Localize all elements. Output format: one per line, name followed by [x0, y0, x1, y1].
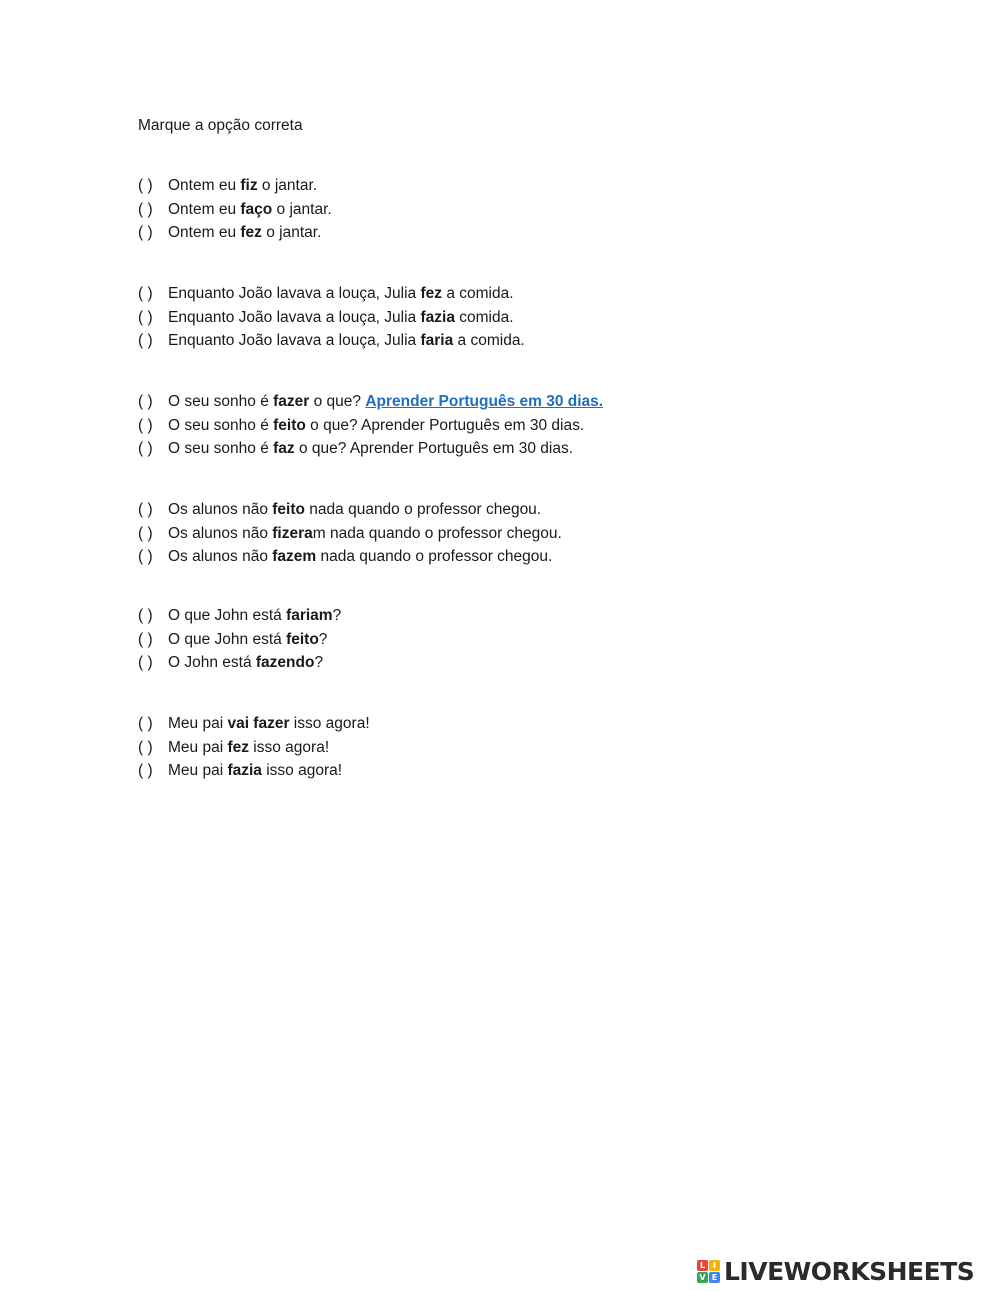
answer-checkbox[interactable]: ( ) — [138, 630, 153, 648]
sentence-text: O John está — [168, 654, 256, 671]
answer-option — [138, 522, 838, 546]
answer-checkbox[interactable]: ( ) — [138, 200, 153, 218]
answer-option — [138, 545, 838, 569]
sentence-text: o que? Aprender Português em 30 dias. — [305, 416, 585, 434]
logo-text: LIVEWORKSHEETS — [724, 1256, 975, 1286]
answer-option — [138, 604, 838, 628]
answer-option — [138, 306, 838, 330]
question-group-1 — [138, 174, 838, 245]
verb-text: feito — [286, 630, 319, 648]
answer-checkbox[interactable]: ( ) — [138, 548, 153, 565]
verb-text: fazia — [420, 308, 455, 326]
verb-text: fazer — [273, 393, 310, 410]
sentence-text: m nada quando o professor chegou. — [312, 524, 562, 542]
verb-text: fiz — [240, 177, 258, 194]
sentence-text: isso agora! — [289, 715, 370, 732]
sentence-text: isso agora! — [249, 738, 330, 756]
sentence-text: ? — [332, 607, 342, 624]
sentence-text: O seu sonho é — [168, 393, 274, 410]
logo-tile: L — [697, 1260, 708, 1271]
question-group-3 — [138, 390, 838, 461]
verb-text: fazendo — [255, 654, 315, 671]
answer-checkbox[interactable]: ( ) — [138, 308, 153, 326]
sentence-text: a comida. — [453, 332, 525, 349]
liveworksheets-logo — [697, 1255, 974, 1287]
verb-text: faria — [420, 332, 454, 349]
sentence-text: isso agora! — [261, 762, 343, 779]
verb-text: fez — [420, 285, 443, 302]
answer-checkbox[interactable]: ( ) — [138, 501, 153, 518]
question-group-5 — [138, 604, 838, 675]
answer-checkbox[interactable]: ( ) — [138, 393, 153, 410]
verb-text: fazem — [272, 548, 317, 565]
verb-text: fez — [240, 224, 262, 241]
sentence-text: o que? — [309, 393, 366, 410]
sentence-text: Meu pai — [168, 738, 228, 756]
sentence-text: ? — [318, 630, 328, 648]
sentence-text: Os alunos não — [168, 501, 273, 518]
answer-checkbox[interactable]: ( ) — [138, 416, 153, 434]
sentence-text: O que John está — [168, 607, 287, 624]
sentence-text: Enquanto João lavava a louça, Julia — [168, 285, 421, 302]
sentence-text: o jantar. — [257, 177, 318, 194]
answer-option — [138, 628, 838, 652]
sentence-text: a comida. — [442, 285, 514, 302]
sentence-text: o jantar. — [261, 224, 322, 241]
answer-option — [138, 221, 838, 245]
liveworksheets-logo-icon — [697, 1260, 720, 1283]
answer-option — [138, 329, 838, 353]
sentence-text: Os alunos não — [168, 548, 273, 565]
sentence-text: O que John está — [168, 630, 287, 648]
link-text[interactable]: Aprender Português em 30 dias. — [365, 393, 604, 410]
sentence-text: Ontem eu — [168, 224, 241, 241]
sentence-text: O seu sonho é — [168, 440, 274, 457]
answer-option — [138, 759, 838, 783]
sentence-text: ? — [314, 654, 324, 671]
verb-text: fazia — [227, 762, 262, 779]
sentence-text: Meu pai — [168, 762, 228, 779]
answer-checkbox[interactable]: ( ) — [138, 285, 153, 302]
instruction-text: Marque a opção correta — [138, 117, 303, 134]
sentence-text: nada quando o professor chegou. — [304, 501, 542, 518]
answer-checkbox[interactable]: ( ) — [138, 524, 153, 542]
sentence-text: o jantar. — [272, 200, 332, 218]
answer-checkbox[interactable]: ( ) — [138, 654, 153, 671]
answer-checkbox[interactable]: ( ) — [138, 738, 153, 756]
verb-text: faço — [240, 200, 273, 218]
logo-tile: I — [709, 1260, 720, 1271]
question-group-2 — [138, 282, 838, 353]
verb-text: feito — [272, 501, 305, 518]
answer-checkbox[interactable]: ( ) — [138, 762, 153, 779]
sentence-text: Enquanto João lavava a louça, Julia — [168, 308, 421, 326]
answer-checkbox[interactable]: ( ) — [138, 715, 153, 732]
answer-option — [138, 498, 838, 522]
question-group-6 — [138, 712, 838, 783]
answer-option — [138, 651, 838, 675]
logo-tile: E — [709, 1272, 720, 1283]
sentence-text: Ontem eu — [168, 177, 241, 194]
answer-option — [138, 282, 838, 306]
verb-text: fez — [227, 738, 249, 756]
answer-option — [138, 198, 838, 222]
answer-option — [138, 174, 838, 198]
verb-text: fariam — [286, 607, 333, 624]
sentence-text: nada quando o professor chegou. — [316, 548, 553, 565]
answer-option — [138, 437, 838, 461]
sentence-text: comida. — [454, 308, 514, 326]
sentence-text: o que? Aprender Português em 30 dias. — [294, 440, 573, 457]
sentence-text: Enquanto João lavava a louça, Julia — [168, 332, 421, 349]
answer-checkbox[interactable]: ( ) — [138, 607, 153, 624]
answer-checkbox[interactable]: ( ) — [138, 224, 153, 241]
verb-text: faz — [273, 440, 295, 457]
answer-option — [138, 736, 838, 760]
verb-text: fizera — [272, 524, 313, 542]
question-group-4 — [138, 498, 838, 569]
answer-checkbox[interactable]: ( ) — [138, 440, 153, 457]
sentence-text: O seu sonho é — [168, 416, 274, 434]
answer-checkbox[interactable]: ( ) — [138, 177, 153, 194]
verb-text: feito — [273, 416, 306, 434]
verb-text: vai fazer — [227, 715, 290, 732]
answer-option — [138, 414, 838, 438]
answer-option — [138, 390, 838, 414]
sentence-text: Os alunos não — [168, 524, 273, 542]
sentence-text: Meu pai — [168, 715, 228, 732]
sentence-text: Ontem eu — [168, 200, 241, 218]
answer-option — [138, 712, 838, 736]
logo-tile: V — [697, 1272, 708, 1283]
answer-checkbox[interactable]: ( ) — [138, 332, 153, 349]
